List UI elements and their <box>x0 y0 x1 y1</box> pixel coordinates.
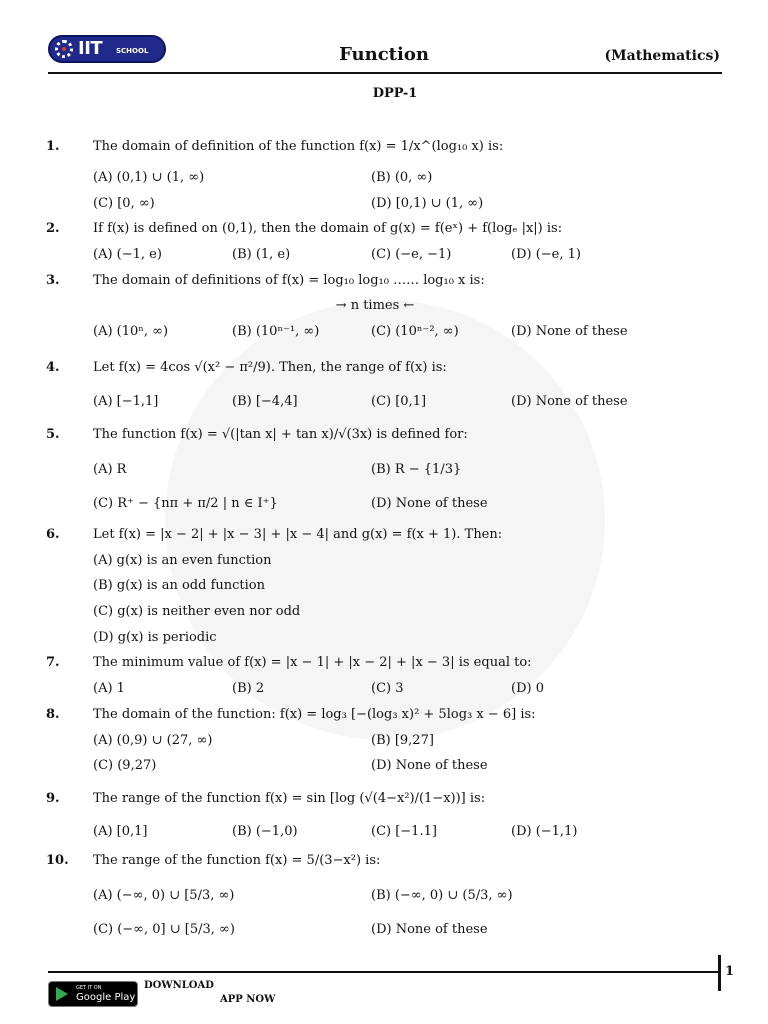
option-c: (C) g(x) is neither even nor odd <box>93 604 301 619</box>
option-d: (D) None of these <box>511 324 628 339</box>
question-number: 2. <box>46 221 60 236</box>
option-c: (C) (−e, −1) <box>371 247 452 262</box>
option-a: (A) (10ⁿ, ∞) <box>93 324 169 339</box>
option-d: (D) (−e, 1) <box>511 247 581 262</box>
option-d: (D) None of these <box>371 496 488 511</box>
question-number: 3. <box>46 273 60 288</box>
question-text: The function f(x) = √(|tan x| + tan x)/√(3x) is defined for: <box>93 427 468 442</box>
option-a: (A) (0,1) ∪ (1, ∞) <box>93 170 205 185</box>
option-b: (B) R − {1/3} <box>371 462 462 477</box>
option-d: (D) None of these <box>371 758 488 773</box>
question-text: If f(x) is defined on (0,1), then the domain of g(x) = f(eˣ) + f(logₑ |x|) is: <box>93 221 563 236</box>
option-c: (C) (10ⁿ⁻², ∞) <box>371 324 459 339</box>
option-c: (C) 3 <box>371 681 404 696</box>
question-text: The minimum value of f(x) = |x − 1| + |x − 2| + |x − 3| is equal to: <box>93 655 532 670</box>
iitschool-logo: IIT SCHOOL <box>48 35 166 63</box>
subject-label: (Mathematics) <box>604 48 720 64</box>
option-d: (D) [0,1) ∪ (1, ∞) <box>371 196 484 211</box>
option-d: (D) g(x) is periodic <box>93 630 217 645</box>
option-c: (C) [0, ∞) <box>93 196 155 211</box>
google-play-badge[interactable]: GET IT ON Google Play <box>48 981 138 1007</box>
option-a: (A) 1 <box>93 681 125 696</box>
question-number: 8. <box>46 707 60 722</box>
question-number: 9. <box>46 791 60 806</box>
question-text: The domain of definition of the function f(x) = 1/x^(log₁₀ x) is: <box>93 139 504 154</box>
footer-page-bar <box>718 955 721 991</box>
footer-divider <box>48 971 720 973</box>
option-b: (B) (10ⁿ⁻¹, ∞) <box>232 324 320 339</box>
question-text: The range of the function f(x) = sin [log (√(4−x²)/(1−x))] is: <box>93 791 486 806</box>
option-a: (A) (−∞, 0) ∪ [5/3, ∞) <box>93 888 235 903</box>
question-number: 6. <box>46 527 60 542</box>
n-times-annotation: → n times ← <box>335 298 415 313</box>
option-a: (A) g(x) is an even function <box>93 553 272 568</box>
play-store-icon <box>56 987 68 1001</box>
question-text: The domain of definitions of f(x) = log₁₀ log₁₀ …… log₁₀ x is: <box>93 273 485 288</box>
option-c: (C) (9,27) <box>93 758 157 773</box>
question-number: 4. <box>46 360 60 375</box>
question-text: The range of the function f(x) = 5/(3−x²) is: <box>93 853 381 868</box>
option-b: (B) (1, e) <box>232 247 291 262</box>
dpp-label: DPP-1 <box>372 86 418 101</box>
header-divider <box>48 72 722 74</box>
option-a: (A) R <box>93 462 127 477</box>
option-a: (A) (0,9) ∪ (27, ∞) <box>93 733 213 748</box>
option-b: (B) g(x) is an odd function <box>93 578 265 593</box>
option-d: (D) None of these <box>371 922 488 937</box>
option-b: (B) (0, ∞) <box>371 170 433 185</box>
option-c: (C) (−∞, 0] ∪ [5/3, ∞) <box>93 922 235 937</box>
question-number: 1. <box>46 139 60 154</box>
question-number: 5. <box>46 427 60 442</box>
option-b: (B) (−1,0) <box>232 824 298 839</box>
option-b: (B) (−∞, 0) ∪ (5/3, ∞) <box>371 888 513 903</box>
question-text: Let f(x) = |x − 2| + |x − 3| + |x − 4| and g(x) = f(x + 1). Then: <box>93 527 503 542</box>
option-b: (B) 2 <box>232 681 265 696</box>
option-d: (D) (−1,1) <box>511 824 578 839</box>
page-number: 1 <box>725 964 735 979</box>
option-c: (C) R⁺ − {nπ + π/2 | n ∈ I⁺} <box>93 496 278 511</box>
app-now-label: APP NOW <box>220 994 276 1005</box>
page-title: Function <box>339 44 429 65</box>
question-text: The domain of the function: f(x) = log₃ [−(log₃ x)² + 5log₃ x − 6] is: <box>93 707 536 722</box>
question-number: 7. <box>46 655 60 670</box>
download-label: DOWNLOAD <box>144 980 214 991</box>
option-c: (C) [−1.1] <box>371 824 437 839</box>
option-c: (C) [0,1] <box>371 394 427 409</box>
option-b: (B) [9,27] <box>371 733 434 748</box>
option-a: (A) [0,1] <box>93 824 148 839</box>
option-a: (A) [−1,1] <box>93 394 159 409</box>
question-text: Let f(x) = 4cos √(x² − π²/9). Then, the range of f(x) is: <box>93 360 447 375</box>
option-a: (A) (−1, e) <box>93 247 162 262</box>
question-number: 10. <box>46 853 69 868</box>
option-b: (B) [−4,4] <box>232 394 298 409</box>
option-d: (D) None of these <box>511 394 628 409</box>
option-d: (D) 0 <box>511 681 544 696</box>
